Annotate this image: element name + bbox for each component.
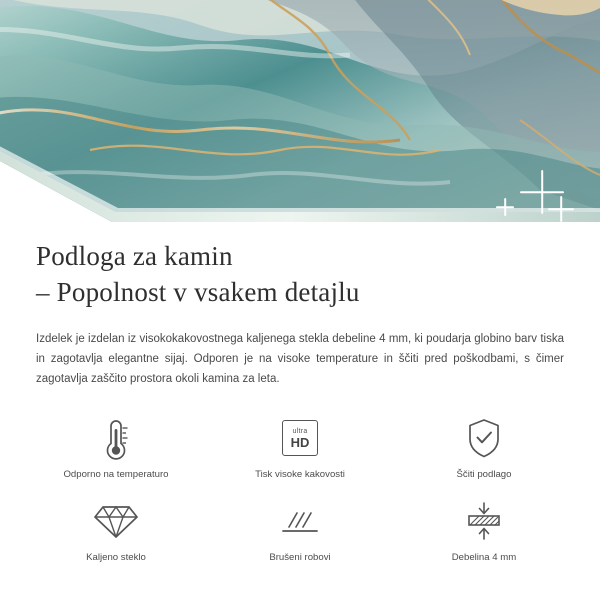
feature-label: Tisk visoke kakovosti [255, 469, 345, 481]
polished-edges-icon [277, 498, 323, 544]
title-line-1: Podloga za kamin [36, 241, 233, 271]
ultra-hd-badge-bottom: HD [290, 434, 310, 450]
feature-item-polished-edges [216, 498, 384, 564]
feature-label: Debelina 4 mm [451, 551, 517, 563]
marble-glass-artwork [0, 0, 600, 222]
ultra-hd-badge-top: ultra [292, 427, 308, 435]
shield-check-icon [464, 415, 504, 461]
feature-label: Ščiti podlago [456, 469, 512, 481]
feature-item-thickness [400, 498, 568, 564]
feature-item-print-quality [216, 415, 384, 481]
thickness-icon [461, 498, 507, 544]
title-line-2: – Popolnost v vsakem detajlu [36, 277, 360, 308]
feature-item-tempered-glass [32, 498, 200, 564]
description-paragraph: Izdelek je izdelan iz visokokakovostnega kaljenega stekla debeline 4 mm, ki poudarja globino barv tiska in zagotavlja elegantne sijaj. Odporen je na visoke temperature in ščiti pred poškodbami, s čimer zagotavlja zaščito prostora okoli kamina za leta. [36, 332, 564, 386]
feature-grid [0, 415, 600, 564]
ultra-hd-icon [282, 415, 318, 461]
diamond-icon [93, 498, 139, 544]
page-title [36, 238, 564, 311]
feature-label: Kaljeno steklo [86, 551, 146, 563]
text-content [0, 222, 600, 389]
feature-item-surface-protection [400, 415, 568, 481]
hero-image [0, 0, 600, 222]
feature-item-temperature [32, 415, 200, 481]
feature-label: Brušeni robovi [269, 551, 331, 563]
feature-label: Odporno na temperaturo [63, 469, 169, 481]
thermometer-icon [96, 415, 136, 461]
